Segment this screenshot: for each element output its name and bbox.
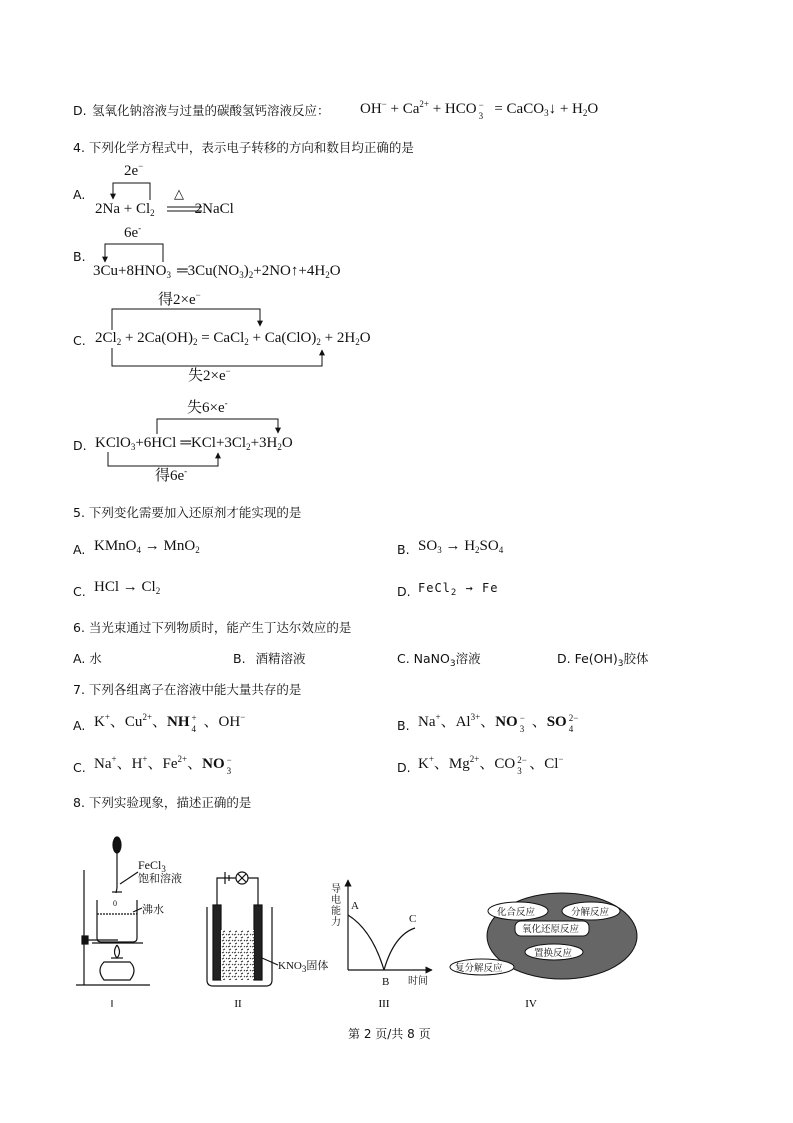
fig4-displacement: 置换反应 xyxy=(534,948,573,959)
figure-1-roman: I xyxy=(110,999,114,1010)
q7b-text: Na+、$Al^{3+}$、NO − 3 、SO 2− 4 xyxy=(418,712,579,734)
q4c-equation: $2Cl_2 + 2Ca(OH)_2$ = CaCl$_2$ + $Ca(ClO)_2 + 2H_2O$ xyxy=(95,330,371,347)
fig1-zero: 0 xyxy=(113,899,117,908)
q6b: B. 酒精溶液 xyxy=(233,651,306,666)
q6a: A. 水 xyxy=(73,651,102,666)
q5-stem: 5. 下列变化需要加入还原剂才能实现的是 xyxy=(73,505,302,520)
q4c-gain-label: 得2×e− xyxy=(158,290,201,308)
q5b-text: $SO_3 \to H_2SO_4$ xyxy=(418,538,504,555)
figure-2-solid xyxy=(221,930,254,980)
fig4-decomposition: 分解反应 xyxy=(571,907,610,918)
q4b-electron-label: 6e- xyxy=(124,223,142,241)
fig4-double-decomposition: 复分解反应 xyxy=(455,963,503,974)
q5d-letter: D. xyxy=(397,584,411,599)
q5c-letter: C. xyxy=(73,584,86,599)
fig3-xlabel: 时间 xyxy=(408,976,428,987)
figure-3-graph xyxy=(348,880,432,970)
fig3-point-c: C xyxy=(409,913,417,925)
q4d-brackets xyxy=(108,419,278,466)
page-footer: 第 2 页/共 8 页 xyxy=(348,1027,431,1041)
q7d-text: K+、$Mg^{2+}$、CO 2− 3 、Cl− xyxy=(418,754,564,776)
option-d-text: 氢氧化钠溶液与过量的碳酸氢钙溶液反应： xyxy=(92,103,330,118)
q4a-equals xyxy=(167,207,202,211)
q5d-text: FeCl$_2$ → Fe xyxy=(418,581,499,598)
option-d-letter: D. xyxy=(73,103,87,118)
q7a-text: K+、$Cu^{2+}$、NH + 4 、OH− xyxy=(94,712,246,734)
fig4-combination: 化合反应 xyxy=(497,907,536,918)
q7b-letter: B. xyxy=(397,718,410,733)
fig2-kno3: $KNO_3$固体 xyxy=(278,960,329,974)
q5c-text: HCl → $Cl_2$ xyxy=(94,579,161,596)
q4d-letter: D. xyxy=(73,438,87,453)
figure-4-roman: IV xyxy=(525,998,537,1010)
fig3-point-a: A xyxy=(351,900,359,912)
figure-3-roman: III xyxy=(378,998,390,1010)
q4c-loss-label: 失2×e− xyxy=(188,366,231,384)
q4b-letter: B. xyxy=(73,249,86,264)
q4a-bracket xyxy=(113,183,150,200)
q5b-letter: B. xyxy=(397,542,410,557)
q6d: D. $Fe(OH)_3$胶体 xyxy=(557,651,649,669)
q4a-electron-label: 2e− xyxy=(124,161,144,179)
q6-stem: 6. 当光束通过下列物质时，能产生丁达尔效应的是 xyxy=(73,620,352,635)
q4d-equation: KClO$_3$+6HCl $═KCl+3Cl_2+3H_2O$ xyxy=(95,435,293,452)
q7-stem: 7. 下列各组离子在溶液中能大量共存的是 xyxy=(73,682,302,697)
q6c: C. NaNO$_3$溶液 xyxy=(397,651,481,669)
q8-stem: 8. 下列实验现象，描述正确的是 xyxy=(73,795,252,810)
option-d-equation: $OH^- + Ca^{2+}$ + HCO − 3 = CaCO$_3$↓ + $H_2O$ xyxy=(360,99,599,121)
q4a-heat: △ xyxy=(174,186,184,201)
q4d-gain-label: 得6e- xyxy=(155,466,188,484)
q7d-letter: D. xyxy=(397,760,411,775)
q4b-bracket xyxy=(105,244,163,262)
fig4-redox: 氧化还原反应 xyxy=(522,924,580,935)
figure-2-roman: II xyxy=(234,998,242,1010)
q7c-text: Na+、H+、$Fe^{2+}$、NO − 3 xyxy=(94,754,232,776)
q4c-brackets xyxy=(112,309,322,366)
q4d-loss-label: 失6×e- xyxy=(187,398,228,416)
q7a-letter: A. xyxy=(73,718,86,733)
q5a-letter: A. xyxy=(73,542,86,557)
q4a-equation: $2Na + Cl_2$ 2NaCl xyxy=(95,201,234,218)
fig3-ylabel: 导电能力 xyxy=(331,884,341,928)
fig1-saturated: 饱和溶液 xyxy=(138,872,182,885)
q4b-equation: $3Cu+8HNO_3$ $═3Cu(NO_3)_2+2NO↑+4H_2O$ xyxy=(93,263,341,280)
fig1-boiling-water: 沸水 xyxy=(142,903,164,916)
fig1-fecl3: FeCl$_3$ xyxy=(138,858,166,874)
fig3-point-b: B xyxy=(382,976,390,988)
q4-stem: 4. 下列化学方程式中，表示电子转移的方向和数目均正确的是 xyxy=(73,140,414,155)
q5a-text: KMnO$_4$ → MnO$_2$ xyxy=(94,538,200,555)
q7c-letter: C. xyxy=(73,760,86,775)
q4c-letter: C. xyxy=(73,333,86,348)
q4a-letter: A. xyxy=(73,187,86,202)
